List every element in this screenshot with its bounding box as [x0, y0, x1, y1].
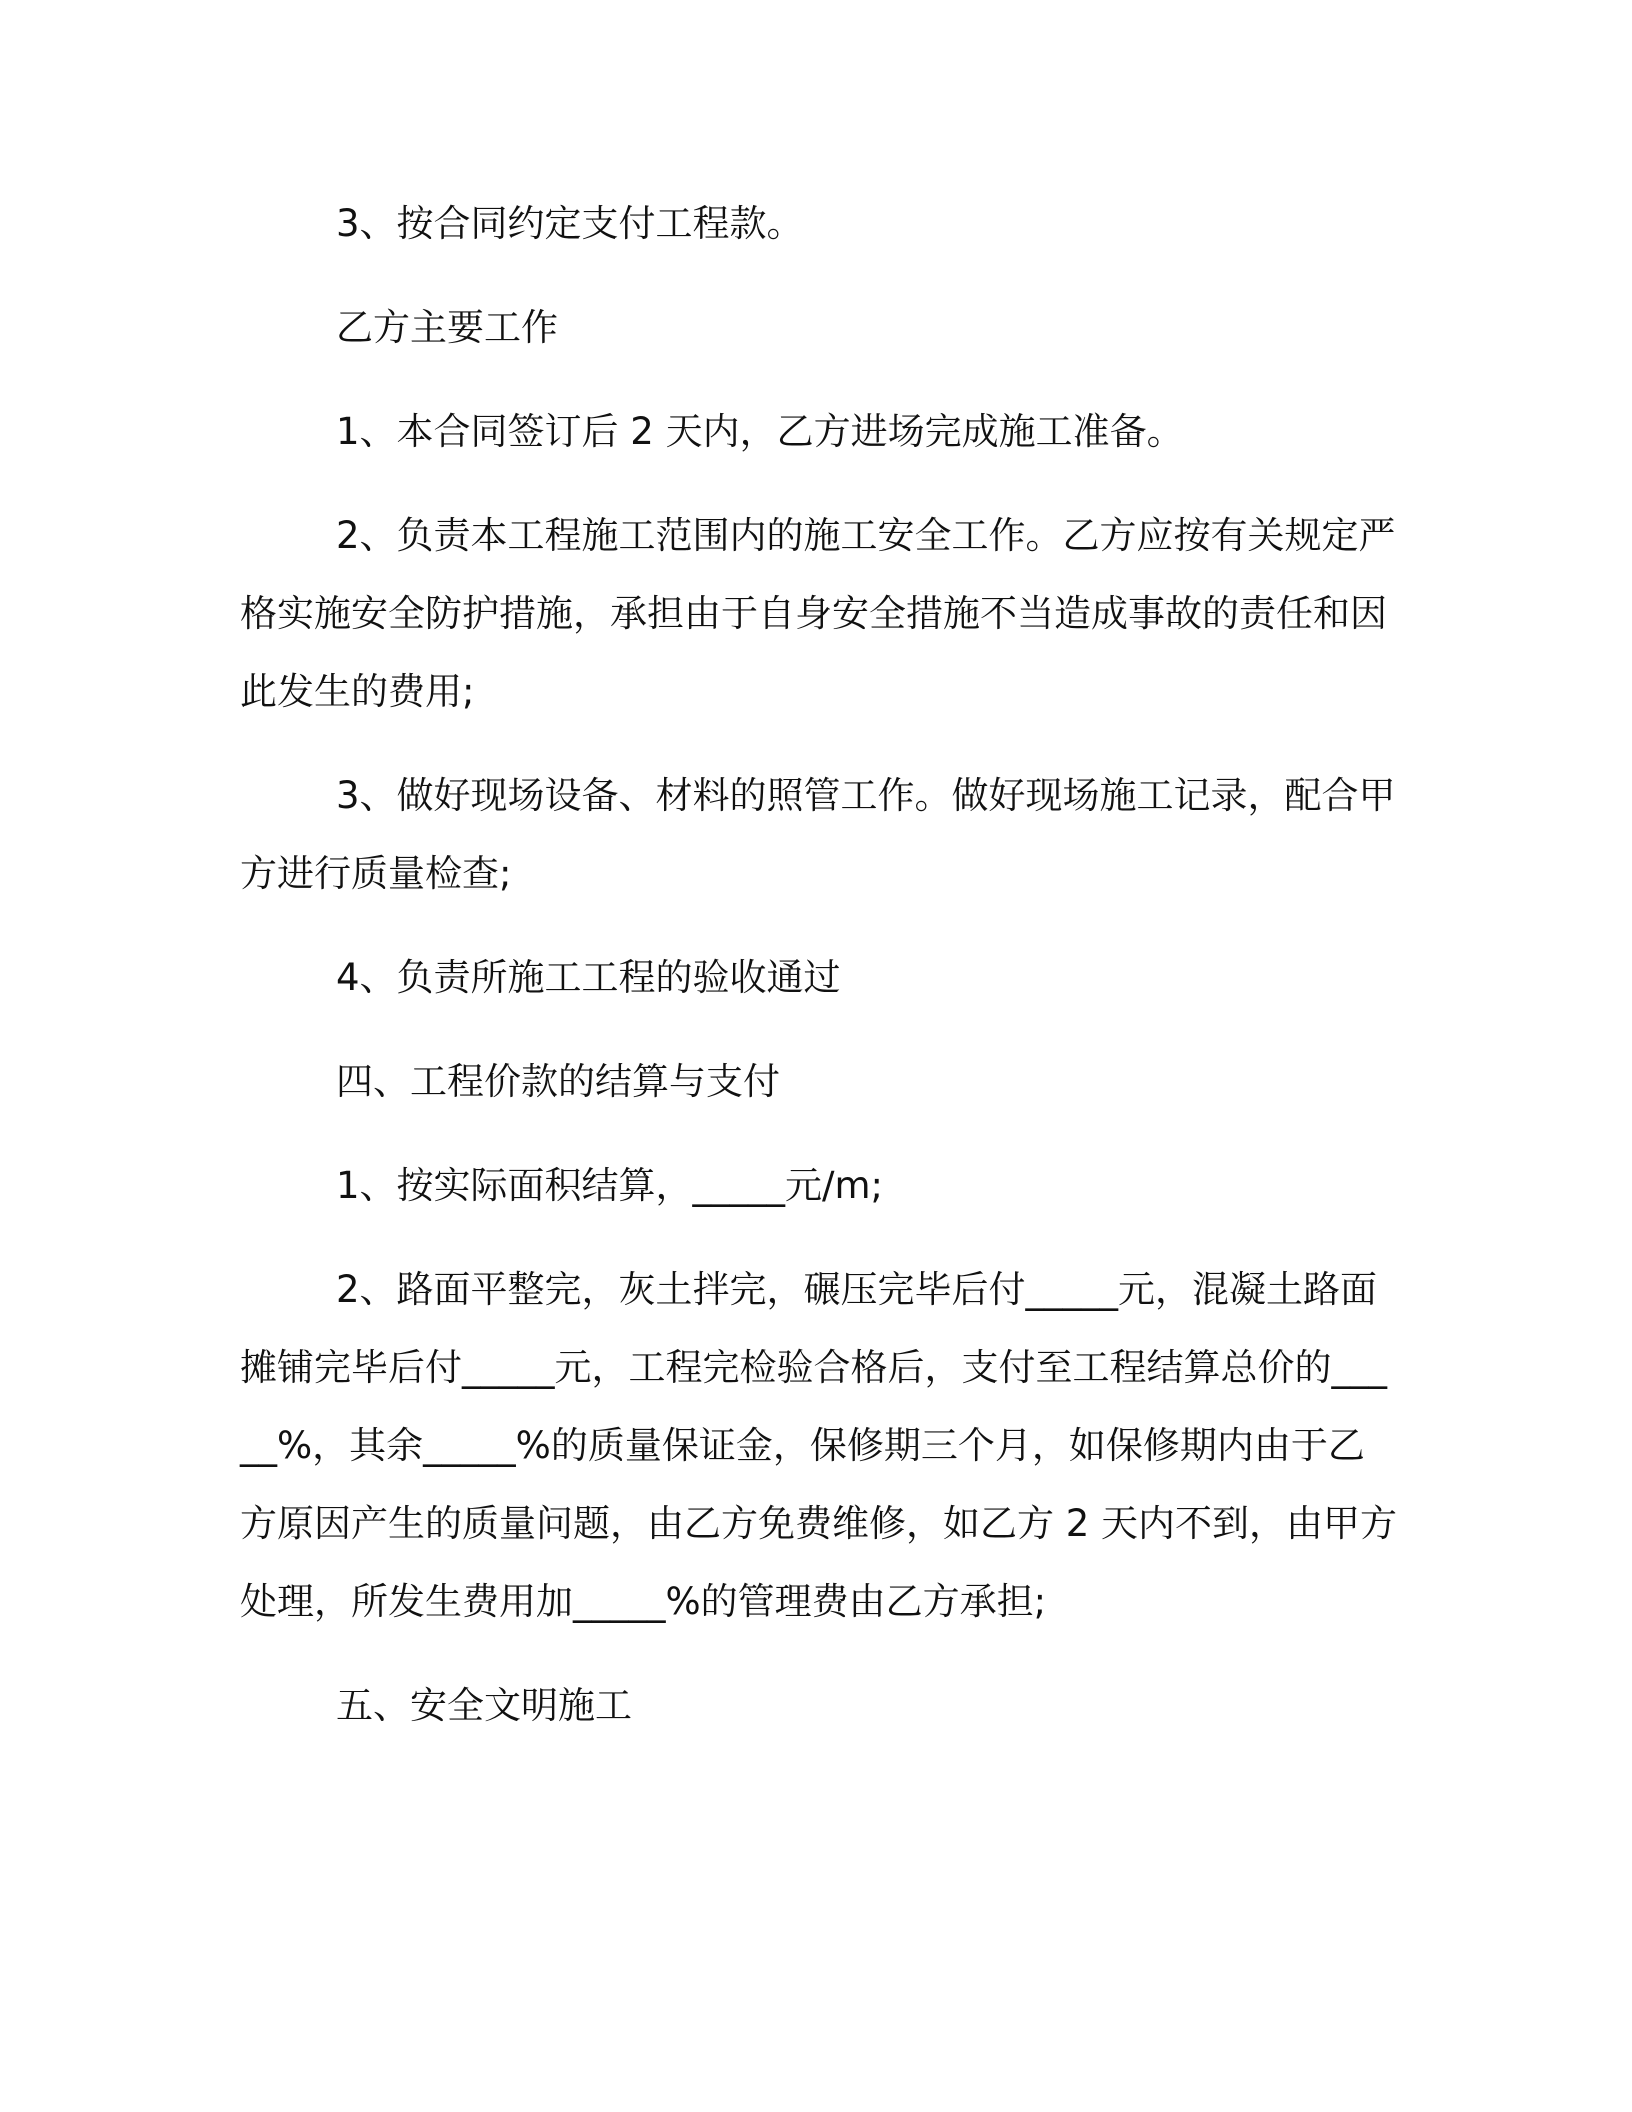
paragraph-contractor-acceptance: 4、负责所施工工程的验收通过	[336, 956, 841, 999]
document-body	[240, 185, 1400, 1745]
paragraph-contractor-site-care: 3、做好现场设备、材料的照管工作。做好现场施工记录，配合甲方进行质量检查;	[240, 774, 1396, 895]
section-heading-settlement: 四、工程价款的结算与支付	[336, 1060, 780, 1103]
paragraph-settlement-schedule: 2、路面平整完，灰土拌完，碾压完毕后付_____元，混凝土路面摊铺完毕后付_____元，工程完检验合格后，支付至工程结算总价的_____%，其余_____%的质量保证金，保修期三个月，如保修期内由于乙方原因产生的质量问题，由乙方免费维修，如乙方 2 天内不到，由甲方处理，所发生费用加_____%的管理费由乙方承担;	[240, 1268, 1398, 1623]
paragraph-contractor-preparation: 1、本合同签订后 2 天内，乙方进场完成施工准备。	[336, 410, 1184, 453]
section-heading-contractor-work: 乙方主要工作	[336, 306, 558, 349]
paragraph-contractor-safety: 2、负责本工程施工范围内的施工安全工作。乙方应按有关规定严格实施安全防护措施，承担由于自身安全措施不当造成事故的责任和因此发生的费用;	[240, 514, 1396, 713]
section-heading-safety-civilized: 五、安全文明施工	[336, 1684, 632, 1727]
paragraph-owner-payment: 3、按合同约定支付工程款。	[336, 202, 804, 245]
paragraph-settlement-area: 1、按实际面积结算，_____元/m;	[336, 1164, 884, 1207]
